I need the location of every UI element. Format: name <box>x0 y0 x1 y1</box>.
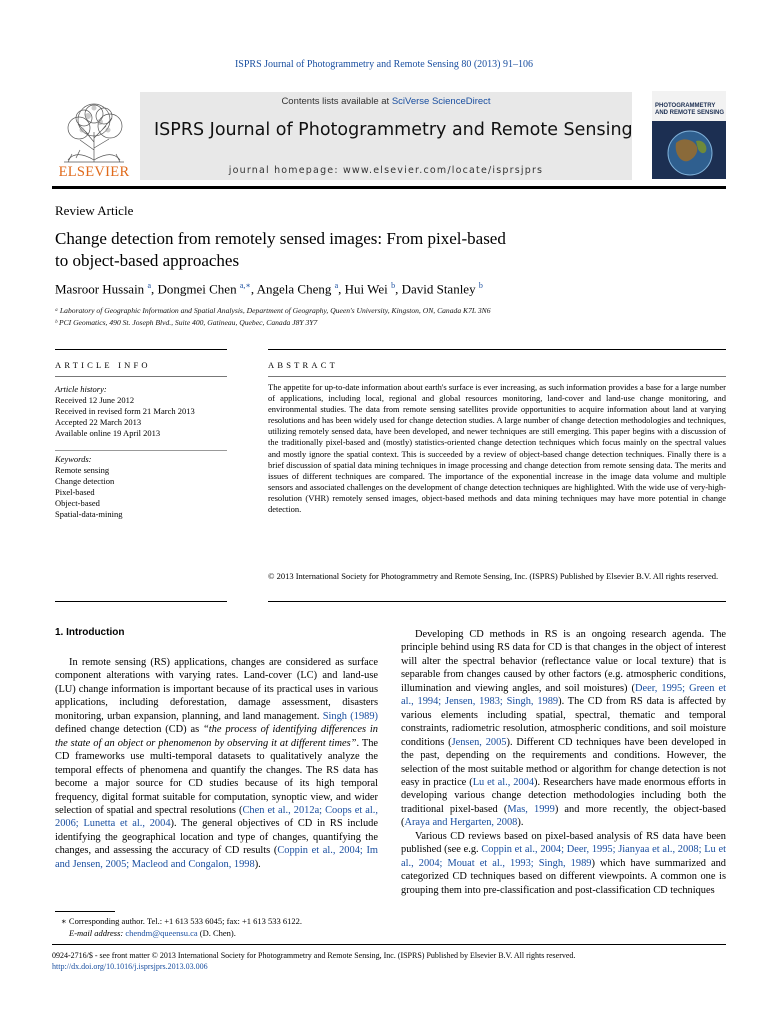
contents-line <box>140 96 632 107</box>
abstract-copyright: © 2013 International Society for Photogrammetry and Remote Sensing, Inc. (ISPRS) Published by Elsevier B.V. All rights reserved. <box>268 571 719 581</box>
author-name: Hui Wei <box>344 281 388 297</box>
footer-rule <box>52 944 726 945</box>
author-name: David Stanley <box>401 281 476 297</box>
intro-right-column <box>401 628 726 897</box>
keyword: Object-based <box>55 498 100 508</box>
keyword: Spatial-data-mining <box>55 509 123 519</box>
abstract-rule-bottom <box>268 601 726 602</box>
text-run: ). <box>517 817 524 829</box>
citation-link[interactable]: Chen et al., 2012a; Coops et al., 2006; Lunetta et al., 2004 <box>55 804 379 830</box>
article-title <box>55 228 675 272</box>
publisher-name: ELSEVIER <box>58 164 130 180</box>
email-label: E-mail address: <box>69 927 126 938</box>
keywords-label: Keywords: <box>55 454 92 464</box>
citation-link[interactable]: Coppin et al., 2004; Deer, 1995; Jianyaa et al., 2008; Lu et al., 2004; Mouat et al., 1993; Singh, 1989 <box>401 844 726 869</box>
text-run: ). Different CD techniques have been developed in the past, depending on the requirements and conditions. However, the selection of the most suitable method or algorithm for change detection is not easy in practice ( <box>401 736 727 788</box>
affiliation-a: ᵃ Laboratory of Geographic Information and Spatial Analysis, Department of Geography, Queen's University, Kingston, ON, Canada K7L 3N6 <box>55 306 491 315</box>
citation-link[interactable]: Lu et al., 2004 <box>472 776 535 788</box>
text-run: In remote sensing (RS) applications, changes are considered as surface component alterations with varying rates. Land-cover (LC) and land-use (LU) change information is important because of its practical uses in various applications, including deforestation, damage assessment, disasters monitoring, urban expansion, planning, and land management. <box>55 657 378 722</box>
header-divider <box>52 186 726 189</box>
citation-link[interactable]: Coppin et al., 2004; Im and Jensen, 2005; Macleod and Congalon, 1998 <box>55 845 378 870</box>
quote: “the process of identifying differences in the state of an object or phenomenon by observing it at different times” <box>55 724 378 749</box>
journal-title: ISPRS Journal of Photogrammetry and Remote Sensing <box>154 120 633 140</box>
author-affiliation-mark[interactable]: b <box>391 281 396 290</box>
citation-link[interactable]: Singh (1989) <box>322 710 378 722</box>
citation-link[interactable]: Mas, 1999 <box>507 803 555 815</box>
author-affiliation-mark[interactable]: b <box>478 281 483 290</box>
intro-left-column <box>55 656 378 871</box>
author-name: Angela Cheng <box>256 281 332 297</box>
journal-citation[interactable]: ISPRS Journal of Photogrammetry and Remote Sensing 80 (2013) 91–106 <box>234 59 534 70</box>
author-name: Masroor Hussain <box>55 281 145 297</box>
article-info-rule-top <box>55 349 227 350</box>
footnote-rule <box>55 911 115 912</box>
citation-link[interactable]: Jensen, 2005 <box>451 736 507 748</box>
text-run: ). Researchers have made enormous efforts in developing various change detection methodologies including both the traditional pixel-based ( <box>401 776 726 815</box>
text-run: ). The general objectives of CD in RS include identifying the geographical location and type of changes, quantifying the changes, and assessing the accuracy of CD results ( <box>55 818 378 857</box>
text-run: ) and more recently, the object-based ( <box>401 803 726 829</box>
cover-title <box>655 103 724 117</box>
history-online: Available online 19 April 2013 <box>55 428 161 438</box>
citation-link[interactable]: Deer, 1995; Green et al., 1994; Jensen, 1983; Singh, 1989 <box>401 682 726 708</box>
text-run: Developing CD methods in RS is an ongoing research agenda. The principle behind using RS data for CD is that changes in the object of interest will alter the spectral behavior (reflectance value or local texture) that is separable from changes caused by other factors (e.g. atmospheric conditions, illumination and viewing angles, and soil moistures) ( <box>401 629 726 694</box>
doi-link[interactable]: http://dx.doi.org/10.1016/j.isprsjprs.2013.03.006 <box>52 962 208 971</box>
author-list <box>55 281 483 297</box>
journal-homepage[interactable]: journal homepage: www.elsevier.com/locate/isprsjprs <box>228 165 544 176</box>
front-matter-line: 0924-2716/$ - see front matter © 2013 International Society for Photogrammetry and Remote Sensing, Inc. (ISPRS) Published by Elsevier B.V. All rights reserved. <box>52 951 576 960</box>
abstract-text: The appetite for up-to-date information about earth's surface is ever increasing, as such information provides a base for a large number of applications, including local, regional and global resources monitoring, land-cover and land-use change monitoring, and environmental studies. The data from remote sensing satellites provide opportunities to acquire information about land at varying resolutions and has been widely used for change detection studies. A large number of change detection methodologies and techniques, utilizing remotely sensed data, have been developed, and newer techniques are still emerging. This paper begins with a discussion of the traditionally pixel-based and (mostly) statistics-oriented change detection techniques which focus mainly on the spectral values and mostly ignore the spatial context. This is succeeded by a review of object-based change detection techniques. Finally there is a brief discussion of spatial data mining techniques in image processing and change detection from remote sensing data. The merits and issues of different techniques are compared. The importance of the exponential increase in the image data volume and multiple sensors and associated challenges on the development of change detection techniques are highlighted. With the wide use of very-high-resolution (VHR) remotely sensed images, object-based methods and data mining techniques may have more potential in change detection. <box>268 382 726 515</box>
history-revised: Received in revised form 21 March 2013 <box>55 406 195 416</box>
article-title-line1: Change detection from remotely sensed images: From pixel-based <box>55 229 506 248</box>
keyword: Pixel-based <box>55 487 95 497</box>
keyword: Change detection <box>55 476 115 486</box>
email-suffix: (D. Chen). <box>197 927 236 938</box>
text-run: ). The CD from RS data is affected by various elements including spatial, spectral, thematic and temporal constraints, radiometric resolution, atmospheric conditions, and soil moisture conditions ( <box>401 696 726 748</box>
text-run: ) which have summarized and categorized CD techniques based on different viewpoints. A common one is grouping them into pre-classification and post-classification CD techniques <box>401 857 726 896</box>
journal-cover <box>652 91 726 179</box>
history-accepted: Accepted 22 March 2013 <box>55 417 142 427</box>
article-info-rule-bottom <box>55 601 227 602</box>
section-heading: 1. Introduction <box>55 627 125 638</box>
cover-title-line1: PHOTOGRAMMETRY <box>655 103 716 109</box>
sciencedirect-link[interactable]: SciVerse ScienceDirect <box>391 96 491 107</box>
intro-paragraph <box>401 628 726 830</box>
keyword: Remote sensing <box>55 465 110 475</box>
intro-paragraph <box>401 830 726 897</box>
text-run: Various CD reviews based on pixel-based analysis of RS data have been published (see e.g. <box>401 830 726 856</box>
author-affiliation-mark[interactable]: a <box>147 281 151 290</box>
text-run: defined change detection (CD) as <box>55 724 204 736</box>
author-affiliation-mark[interactable]: a,∗ <box>239 281 251 290</box>
author-separator: , <box>250 281 257 297</box>
author-name: Dongmei Chen <box>157 281 237 297</box>
author-separator: , <box>151 281 158 297</box>
keywords-rule <box>55 450 227 451</box>
author-separator: , <box>338 281 345 297</box>
intro-paragraph <box>55 656 378 871</box>
article-info-heading: ARTICLE INFO <box>55 360 151 370</box>
corresponding-author-footnote <box>55 916 378 939</box>
contents-prefix: Contents lists available at <box>281 96 392 107</box>
cover-title-line2: AND REMOTE SENSING <box>655 110 725 116</box>
text-run: . The CD frameworks use multi-temporal datasets to qualitatively analyze the temporal effects of phenomena and quantify the changes. The RS data has become a major source for CD studies because of its high temporal frequency, digital format suitable for computation, synoptic view, and wider selection of spatial and spectral resolutions ( <box>55 737 378 816</box>
author-separator: , <box>395 281 402 297</box>
article-type: Review Article <box>55 203 134 218</box>
footnote-contact: ∗ Corresponding author. Tel.: +1 613 533 6045; fax: +1 613 533 6122. <box>61 916 303 926</box>
page-footer <box>52 950 726 972</box>
journal-masthead <box>140 92 632 180</box>
history-received: Received 12 June 2012 <box>55 395 135 405</box>
abstract-rule-top <box>268 349 726 350</box>
article-history <box>55 384 195 439</box>
abstract-heading: ABSTRACT <box>268 360 338 370</box>
abstract-rule <box>268 376 726 377</box>
article-title-line2: to object-based approaches <box>55 251 240 270</box>
article-info-rule <box>55 376 227 377</box>
elsevier-logo <box>54 92 134 182</box>
text-run: ). <box>254 858 261 870</box>
affiliation-b: ᵇ PCI Geomatics, 490 St. Joseph Blvd., Suite 400, Gatineau, Quebec, Canada J8Y 3Y7 <box>55 318 318 327</box>
email-link[interactable]: chendm@queensu.ca <box>125 927 198 938</box>
citation-link[interactable]: Araya and Hergarten, 2008 <box>404 817 518 829</box>
keywords <box>55 454 123 520</box>
history-label: Article history: <box>55 384 107 394</box>
author-affiliation-mark[interactable]: a <box>334 281 339 290</box>
